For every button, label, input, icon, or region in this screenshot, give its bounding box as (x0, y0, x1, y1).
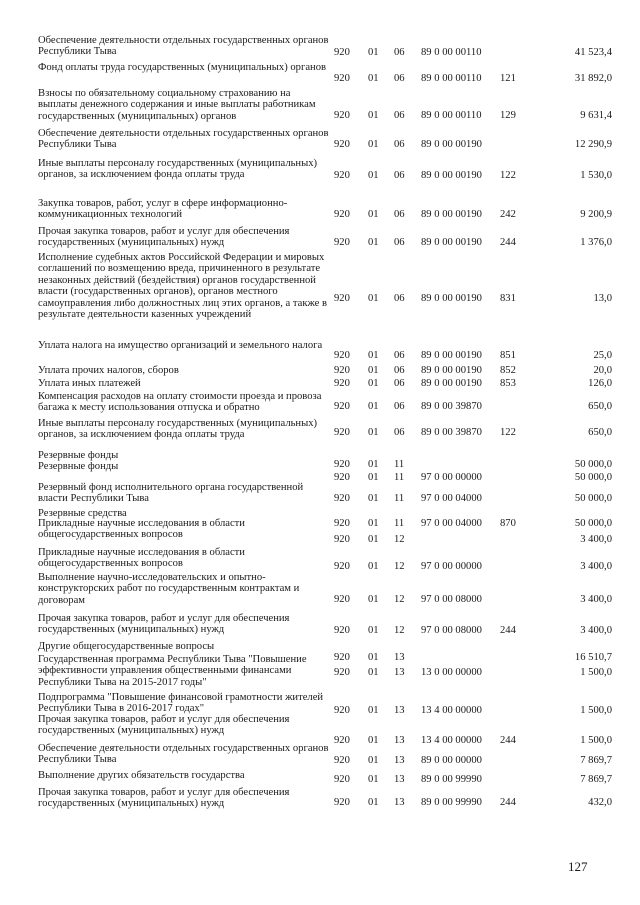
row-gr: 920 (334, 378, 350, 389)
row-pr: 06 (394, 378, 405, 389)
row-vr: 831 (500, 293, 516, 304)
row-pr: 06 (394, 293, 405, 304)
row-sum: 650,0 (588, 427, 612, 438)
row-sum: 41 523,4 (574, 47, 612, 58)
row-gr: 920 (334, 110, 350, 121)
row-sum: 50 000,0 (574, 472, 612, 483)
row-rz: 01 (368, 170, 379, 181)
row-sum: 13,0 (593, 293, 612, 304)
row-gr: 920 (334, 705, 350, 716)
row-vr: 852 (500, 365, 516, 376)
row-sum: 1 376,0 (580, 237, 612, 248)
row-name: Взносы по обязательному социальному страхованию на выплаты денежного содержания и иные выплаты работникам государственных (муниципальных) органов (38, 88, 316, 122)
row-gr: 920 (334, 472, 350, 483)
row-rz: 01 (368, 427, 379, 438)
row-sum: 3 400,0 (580, 625, 612, 636)
row-cs: 97 0 00 04000 (421, 493, 482, 504)
row-sum: 50 000,0 (574, 518, 612, 529)
row-name: Прикладные научные исследования в области общегосударственных вопросов (38, 518, 245, 541)
row-gr: 920 (334, 209, 350, 220)
row-gr: 920 (334, 73, 350, 84)
row-rz: 01 (368, 293, 379, 304)
row-name: Исполнение судебных актов Российской Федерации и мировых соглашений по возмещению вреда, причиненного в результате незаконных действий (бездействия) органов государственной власти (государственных органов), органов местного самоуправления либо должностных лиц этих органов, а также в результате деятельности казенных учреждений (38, 252, 328, 321)
row-cs: 97 0 00 00000 (421, 472, 482, 483)
row-pr: 06 (394, 170, 405, 181)
row-name: Прочая закупка товаров, работ и услуг для обеспечения государственных (муниципальных) нужд (38, 613, 290, 636)
row-pr: 06 (394, 209, 405, 220)
row-cs: 89 0 00 99990 (421, 774, 482, 785)
row-name: Закупка товаров, работ, услуг в сфере информационно-коммуникационных технологий (38, 198, 288, 221)
row-pr: 13 (394, 755, 405, 766)
row-vr: 853 (500, 378, 516, 389)
row-sum: 7 869,7 (580, 774, 612, 785)
row-cs: 13 4 00 00000 (421, 705, 482, 716)
row-rz: 01 (368, 755, 379, 766)
row-name: Иные выплаты персоналу государственных (муниципальных) органов, за исключением фонда оплаты труда (38, 418, 318, 441)
row-name: Обеспечение деятельности отдельных государственных органов Республики Тыва (38, 128, 329, 151)
row-name: Государственная программа Республики Тыва "Повышение эффективности управления общественными финансами Республики Тыва на 2015-2017 годы" (38, 654, 307, 688)
row-gr: 920 (334, 755, 350, 766)
row-pr: 06 (394, 139, 405, 150)
row-sum: 1 500,0 (580, 667, 612, 678)
row-pr: 12 (394, 625, 405, 636)
row-gr: 920 (334, 427, 350, 438)
row-name: Подпрограмма "Повышение финансовой грамотности жителей Республики Тыва в 2016-2017 годах" (38, 692, 324, 715)
row-cs: 89 0 00 00110 (421, 110, 482, 121)
row-gr: 920 (334, 493, 350, 504)
row-rz: 01 (368, 47, 379, 58)
row-rz: 01 (368, 73, 379, 84)
row-pr: 06 (394, 365, 405, 376)
row-cs: 89 0 00 00190 (421, 365, 482, 376)
row-name: Прочая закупка товаров, работ и услуг для обеспечения государственных (муниципальных) нужд (38, 787, 290, 810)
row-sum: 1 500,0 (580, 735, 612, 746)
row-rz: 01 (368, 594, 379, 605)
row-pr: 06 (394, 73, 405, 84)
row-pr: 13 (394, 705, 405, 716)
row-pr: 11 (394, 518, 405, 529)
row-rz: 01 (368, 518, 379, 529)
row-gr: 920 (334, 534, 350, 545)
row-cs: 89 0 00 00190 (421, 350, 482, 361)
row-cs: 89 0 00 00190 (421, 378, 482, 389)
row-name: Прочая закупка товаров, работ и услуг для обеспечения государственных (муниципальных) нужд (38, 226, 290, 249)
row-sum: 12 290,9 (574, 139, 612, 150)
row-cs: 89 0 00 00190 (421, 293, 482, 304)
row-rz: 01 (368, 350, 379, 361)
row-vr: 122 (500, 427, 516, 438)
row-sum: 16 510,7 (574, 652, 612, 663)
row-cs: 89 0 00 00000 (421, 755, 482, 766)
row-cs: 89 0 00 00110 (421, 73, 482, 84)
row-cs: 97 0 00 04000 (421, 518, 482, 529)
row-vr: 244 (500, 735, 516, 746)
row-rz: 01 (368, 625, 379, 636)
row-cs: 97 0 00 08000 (421, 625, 482, 636)
row-vr: 870 (500, 518, 516, 529)
row-rz: 01 (368, 378, 379, 389)
row-sum: 1 530,0 (580, 170, 612, 181)
row-name: Фонд оплаты труда государственных (муниципальных) органов (38, 62, 326, 73)
row-cs: 89 0 00 99990 (421, 797, 482, 808)
row-rz: 01 (368, 797, 379, 808)
row-name: Уплата налога на имущество организаций и земельного налога (38, 340, 323, 351)
row-rz: 01 (368, 110, 379, 121)
row-vr: 121 (500, 73, 516, 84)
row-gr: 920 (334, 365, 350, 376)
row-gr: 920 (334, 293, 350, 304)
row-pr: 11 (394, 493, 405, 504)
row-name: Иные выплаты персоналу государственных (муниципальных) органов, за исключением фонда оплаты труда (38, 158, 318, 181)
row-rz: 01 (368, 472, 379, 483)
row-pr: 12 (394, 594, 405, 605)
row-gr: 920 (334, 594, 350, 605)
row-cs: 89 0 00 00190 (421, 139, 482, 150)
row-rz: 01 (368, 652, 379, 663)
row-rz: 01 (368, 735, 379, 746)
row-cs: 97 0 00 08000 (421, 594, 482, 605)
row-sum: 50 000,0 (574, 493, 612, 504)
row-cs: 89 0 00 39870 (421, 401, 482, 412)
row-pr: 06 (394, 47, 405, 58)
row-pr: 06 (394, 350, 405, 361)
row-sum: 432,0 (588, 797, 612, 808)
row-sum: 3 400,0 (580, 594, 612, 605)
row-rz: 01 (368, 534, 379, 545)
row-pr: 11 (394, 459, 405, 470)
row-name: Другие общегосударственные вопросы (38, 641, 215, 652)
row-vr: 851 (500, 350, 516, 361)
row-gr: 920 (334, 459, 350, 470)
row-pr: 06 (394, 427, 405, 438)
row-gr: 920 (334, 735, 350, 746)
row-rz: 01 (368, 705, 379, 716)
row-name: Резервные средства (38, 508, 127, 519)
row-sum: 7 869,7 (580, 755, 612, 766)
row-name: Резервные фонды (38, 461, 119, 472)
row-cs: 13 0 00 00000 (421, 667, 482, 678)
row-sum: 31 892,0 (574, 73, 612, 84)
row-rz: 01 (368, 459, 379, 470)
row-vr: 244 (500, 237, 516, 248)
row-pr: 12 (394, 534, 405, 545)
row-sum: 9 200,9 (580, 209, 612, 220)
row-name: Прочая закупка товаров, работ и услуг для обеспечения государственных (муниципальных) нужд (38, 714, 290, 737)
row-sum: 50 000,0 (574, 459, 612, 470)
row-gr: 920 (334, 237, 350, 248)
row-vr: 242 (500, 209, 516, 220)
row-cs: 89 0 00 00190 (421, 170, 482, 181)
row-pr: 12 (394, 561, 405, 572)
row-cs: 89 0 00 00190 (421, 237, 482, 248)
row-pr: 13 (394, 735, 405, 746)
row-sum: 9 631,4 (580, 110, 612, 121)
row-name: Уплата иных платежей (38, 378, 141, 389)
row-name: Прикладные научные исследования в области общегосударственных вопросов (38, 547, 245, 570)
row-sum: 3 400,0 (580, 534, 612, 545)
row-pr: 06 (394, 401, 405, 412)
row-pr: 13 (394, 667, 405, 678)
row-pr: 13 (394, 774, 405, 785)
row-pr: 06 (394, 110, 405, 121)
row-gr: 920 (334, 518, 350, 529)
row-sum: 1 500,0 (580, 705, 612, 716)
row-name: Выполнение других обязательств государства (38, 770, 245, 781)
row-rz: 01 (368, 365, 379, 376)
row-gr: 920 (334, 797, 350, 808)
row-vr: 129 (500, 110, 516, 121)
row-pr: 06 (394, 237, 405, 248)
row-pr: 11 (394, 472, 405, 483)
row-gr: 920 (334, 401, 350, 412)
row-name: Резервные фонды (38, 450, 119, 461)
row-gr: 920 (334, 139, 350, 150)
row-cs: 89 0 00 00110 (421, 47, 482, 58)
row-gr: 920 (334, 774, 350, 785)
row-cs: 97 0 00 00000 (421, 561, 482, 572)
row-vr: 244 (500, 797, 516, 808)
row-name: Выполнение научно-исследовательских и опытно-конструкторских работ по государственным контрактам и договорам (38, 572, 300, 606)
row-rz: 01 (368, 209, 379, 220)
row-sum: 3 400,0 (580, 561, 612, 572)
row-gr: 920 (334, 350, 350, 361)
row-name: Обеспечение деятельности отдельных государственных органов Республики Тыва (38, 743, 329, 766)
row-rz: 01 (368, 139, 379, 150)
row-pr: 13 (394, 652, 405, 663)
row-sum: 25,0 (593, 350, 612, 361)
row-name: Обеспечение деятельности отдельных государственных органов Республики Тыва (38, 35, 329, 58)
row-rz: 01 (368, 493, 379, 504)
row-pr: 13 (394, 797, 405, 808)
row-vr: 122 (500, 170, 516, 181)
row-sum: 20,0 (593, 365, 612, 376)
row-vr: 244 (500, 625, 516, 636)
row-rz: 01 (368, 667, 379, 678)
row-cs: 89 0 00 00190 (421, 209, 482, 220)
row-rz: 01 (368, 237, 379, 248)
row-gr: 920 (334, 625, 350, 636)
row-gr: 920 (334, 652, 350, 663)
row-sum: 650,0 (588, 401, 612, 412)
row-rz: 01 (368, 401, 379, 412)
row-cs: 13 4 00 00000 (421, 735, 482, 746)
row-name: Резервный фонд исполнительного органа государственной власти Республики Тыва (38, 482, 304, 505)
row-gr: 920 (334, 561, 350, 572)
row-name: Компенсация расходов на оплату стоимости проезда и провоза багажа к месту использования отпуска и обратно (38, 391, 322, 414)
row-gr: 920 (334, 47, 350, 58)
row-rz: 01 (368, 774, 379, 785)
row-rz: 01 (368, 561, 379, 572)
page-number: 127 (568, 859, 588, 874)
row-gr: 920 (334, 170, 350, 181)
row-name: Уплата прочих налогов, сборов (38, 365, 179, 376)
row-sum: 126,0 (588, 378, 612, 389)
row-cs: 89 0 00 39870 (421, 427, 482, 438)
row-gr: 920 (334, 667, 350, 678)
